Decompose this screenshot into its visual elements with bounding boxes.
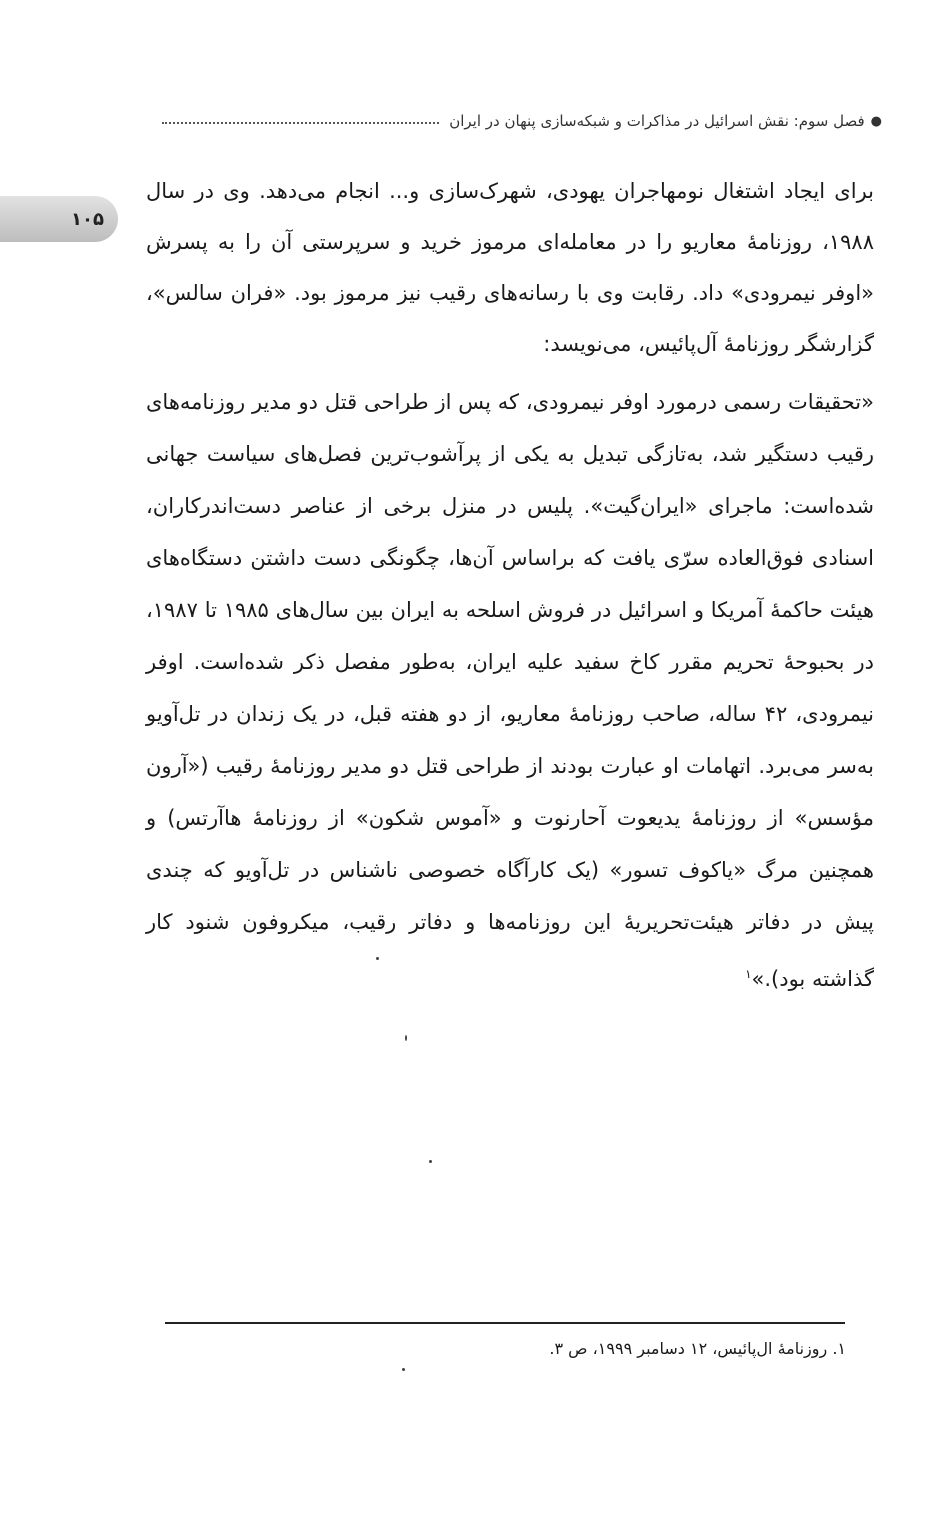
print-speck xyxy=(402,1368,405,1371)
print-speck xyxy=(429,1160,432,1163)
print-speck xyxy=(376,957,379,960)
page-number: ۱۰۵ xyxy=(71,208,104,230)
quote-paragraph xyxy=(146,376,874,1005)
dotted-leader xyxy=(162,122,439,124)
quote-text: «تحقیقات رسمی درمورد اوفر نیمرودی، که پس از طراحی قتل دو مدیر روزنامه‌های رقیب دستگیر شد، به‌تازگی تبدیل به یکی از پرآشوب‌ترین فصل‌های سیاست جهانی شده‌است: ماجرای «ایران‌گیت». پلیس در منزل برخی از عناصر دست‌اندرکاران، اسنادی فوق‌العاده سرّی یافت که براساس آن‌ها، چگونگی دست داشتن دستگاه‌های هیئت حاکمهٔ آمریکا و اسرائیل در فروش اسلحه به ایران بین سال‌های ۱۹۸۵ تا ۱۹۸۷، در بحبوحهٔ تحریم مقرر کاخ سفید علیه ایران، به‌طور مفصل ذکر شده‌است. اوفر نیمرودی، ۴۲ ساله، صاحب روزنامهٔ معاریو، از دو هفته قبل، در یک زندان در تل‌آویو به‌سر می‌برد. اتهامات او عبارت بودند از طراحی قتل دو مدیر روزنامهٔ رقیب («آرون مؤسس» از روزنامهٔ یدیعوت آحارنوت و «آموس شکون» از روزنامهٔ هاآرتس) و همچنین مرگ «یاکوف تسور» (یک کارآگاه خصوصی ناشناس در تل‌آویو که چندی پیش در دفاتر هیئت‌تحریریهٔ این روزنامه‌ها و دفاتر رقیب، میکروفون شنود کار گذاشته بود).» xyxy=(146,390,874,991)
footnote: ۱. روزنامهٔ ال‌پائیس، ۱۲ دسامبر ۱۹۹۹، ص ۳. xyxy=(549,1339,846,1358)
page-number-tab xyxy=(0,196,118,242)
running-header xyxy=(162,112,882,130)
print-speck xyxy=(405,1035,407,1041)
footnote-divider xyxy=(165,1322,845,1324)
intro-paragraph: برای ایجاد اشتغال نومهاجران یهودی، شهرک‌سازی و... انجام می‌دهد. وی در سال ۱۹۸۸، روزنامهٔ معاریو را در معامله‌ای مرموز خرید و سرپرستی آن را به پسرش «اوفر نیمرودی» داد. رقابت وی با رسانه‌های رقیب نیز مرموز بود. «فران سالس»، گزارشگر روزنامهٔ آل‌پائیس، می‌نویسد: xyxy=(146,179,874,356)
bullet-icon: ● xyxy=(870,113,882,129)
chapter-title: فصل سوم: نقش اسرائیل در مذاکرات و شبکه‌سازی پنهان در ایران xyxy=(449,112,865,130)
footnote-marker: ۱ xyxy=(745,967,752,981)
